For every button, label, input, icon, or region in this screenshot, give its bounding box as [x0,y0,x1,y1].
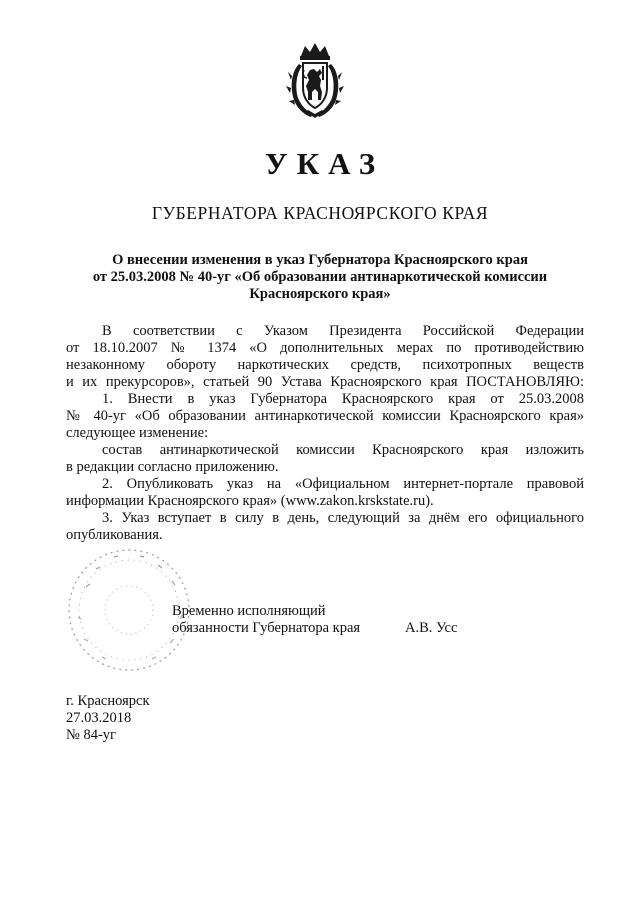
signatory-position [172,603,360,637]
body-line: следующее изменение: [66,425,209,441]
paragraph-item-2 [66,476,584,510]
body-line: 3. Указ вступает в силу в день, следующий за днём его официального [102,510,584,526]
heading-line: Красноярского края» [249,286,391,302]
heading-line: от 25.03.2008 № 40-уг «Об образовании антинаркотической комиссии [92,269,548,285]
footer-date: 27.03.2018 [66,710,132,726]
body-line: состав антинаркотической комиссии Красноярского края изложить [102,442,584,458]
body-line: 2. Опубликовать указ на «Официальном интернет-портале правовой [102,476,584,492]
footer-city: г. Красноярск [66,693,150,709]
paragraph-item-3 [66,510,584,544]
paragraph-preamble [66,323,584,391]
signer-name: А.В. Усс [405,620,458,636]
body-line: информации Красноярского края» (www.zakon.krskstate.ru). [66,493,434,509]
document-subtitle: ГУБЕРНАТОРА КРАСНОЯРСКОГО КРАЯ [151,203,489,223]
body-line: и их прекурсоров», статьей 90 Устава Красноярского края ПОСТАНОВЛЯЮ: [66,374,584,390]
decree-heading [60,252,580,303]
body-line: В соответствии с Указом Президента Российской Федерации [102,323,584,339]
document-title: УКАЗ [264,146,385,181]
body-line: от 18.10.2007 № 1374 «О дополнительных мерах по противодействию [66,340,584,356]
body-line: 1. Внести в указ Губернатора Красноярского края от 25.03.2008 [102,391,584,407]
decree-body [66,323,584,544]
krasnoyarsk-coat-of-arms-icon [286,42,344,120]
position-line: обязанности Губернатора края [172,620,361,636]
body-line: № 40-уг «Об образовании антинаркотической комиссии Красноярского края» [66,408,584,424]
position-line: Временно исполняющий [172,603,326,619]
body-line: в редакции согласно приложению. [66,459,279,475]
body-line: опубликования. [66,527,163,543]
document-footer [66,693,150,744]
paragraph-amendment [66,442,584,476]
heading-line: О внесении изменения в указ Губернатора Красноярского края [112,252,528,268]
body-line: незаконному обороту наркотических средств, психотропных веществ [66,357,584,373]
paragraph-item-1 [66,391,584,442]
footer-number: № 84-уг [66,727,116,743]
